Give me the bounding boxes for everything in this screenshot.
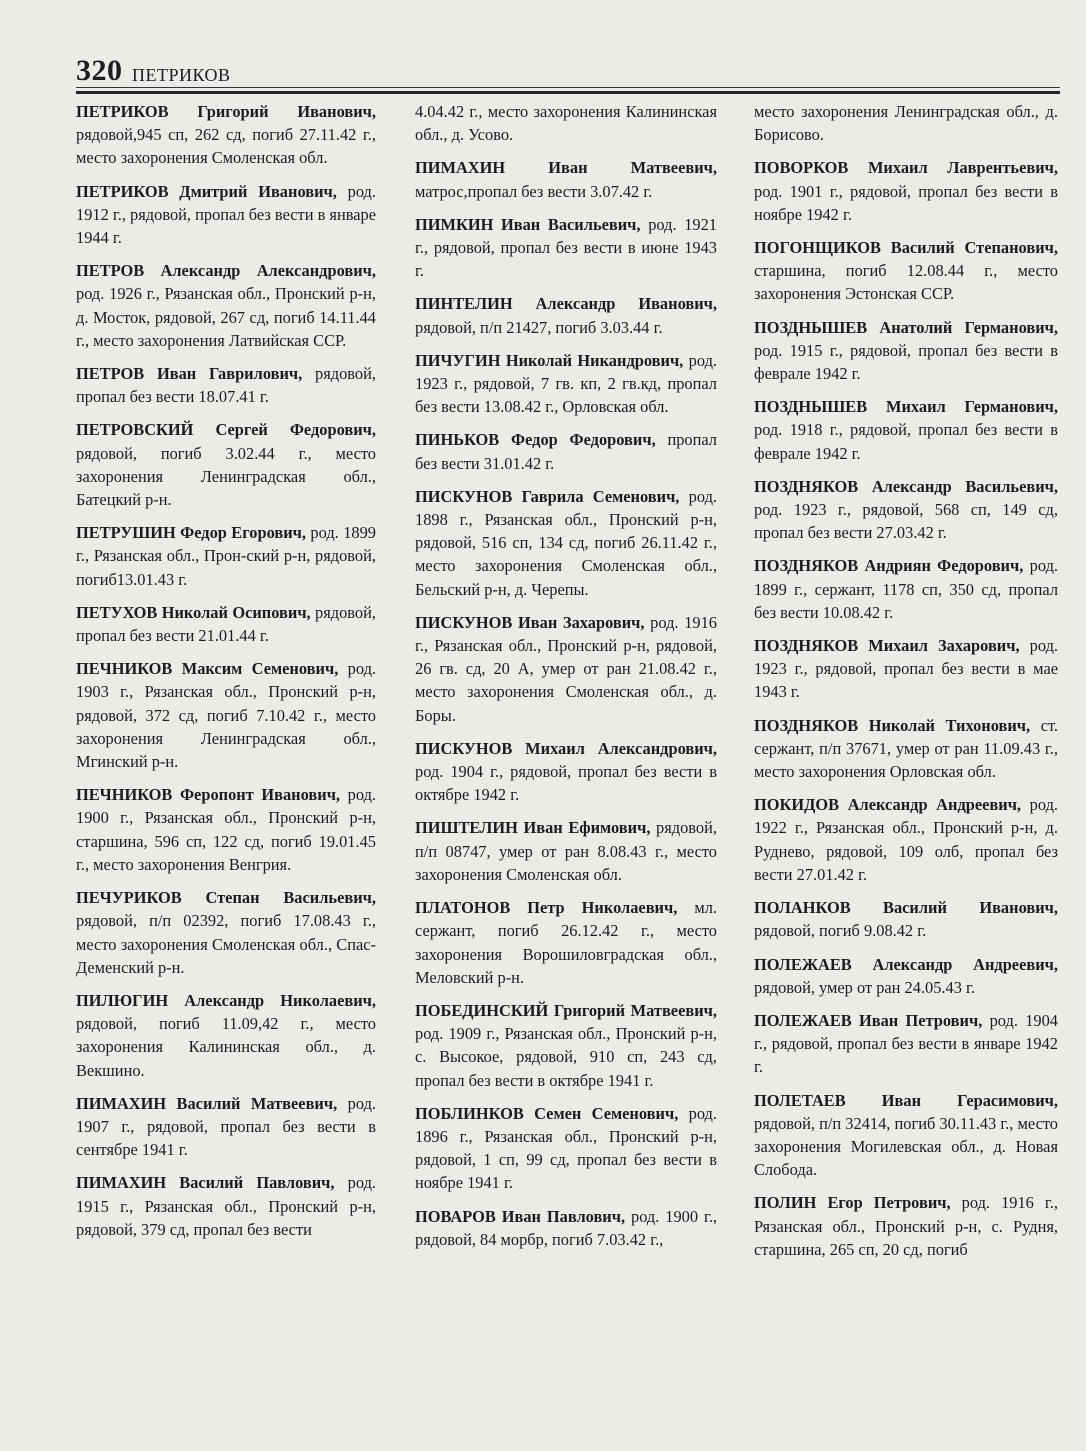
entry-name: ПОЛАНКОВ Василий Иванович, bbox=[754, 898, 1058, 918]
memorial-entry bbox=[76, 886, 376, 979]
memorial-entry bbox=[415, 999, 717, 1092]
entry-text: рядовой, погиб 3.02.44 г., место захоронения Ленинградская обл., Батецкий р-н. bbox=[76, 443, 376, 510]
entry-name: ПОЗДНЯКОВ Андриян Федорович, bbox=[754, 556, 1024, 576]
memorial-entry bbox=[76, 989, 376, 1082]
memorial-entry bbox=[76, 601, 376, 647]
memorial-entry bbox=[754, 793, 1058, 886]
memorial-entry bbox=[415, 428, 717, 474]
memorial-entry bbox=[754, 953, 1058, 999]
entry-text: род. 1923 г., рядовой, пропал без вести в мае 1943 г. bbox=[754, 636, 1059, 702]
memorial-entry bbox=[415, 156, 717, 202]
memorial-entry bbox=[415, 100, 717, 146]
memorial-entry bbox=[415, 292, 717, 338]
memorial-entry bbox=[754, 395, 1058, 465]
memorial-entry bbox=[754, 316, 1058, 386]
entry-text: род. 1923 г., рядовой, 568 сп, 149 сд, пропал без вести 27.03.42 г. bbox=[754, 500, 1058, 543]
entry-name: ПОЛИН Егор Петрович, bbox=[754, 1193, 951, 1213]
entry-name: ПИСКУНОВ Иван Захарович, bbox=[415, 612, 645, 632]
entry-name: ПЕТУХОВ Николай Осипович, bbox=[76, 602, 311, 622]
text-column-1 bbox=[76, 100, 376, 1251]
memorial-entry bbox=[754, 1009, 1058, 1079]
entry-text: род. 1916 г., Рязанская обл., Пронский р-н, с. Рудня, старшина, 265 сп, 20 сд, погиб bbox=[754, 1193, 1058, 1259]
memorial-entry bbox=[754, 554, 1058, 624]
entry-text: 4.04.42 г., место захоронения Калининская обл., д. Усово. bbox=[415, 102, 717, 145]
running-title: ПЕТРИКОВ bbox=[132, 65, 231, 85]
entry-text: ст. сержант, п/п 37671, умер от ран 11.09.43 г., место захоронения Орловская обл. bbox=[754, 715, 1059, 782]
entry-name: ПОЗДНЫШЕВ Анатолий Германович, bbox=[754, 317, 1058, 337]
memorial-entry bbox=[754, 714, 1058, 784]
entry-text: род. 1916 г., Рязанская обл., Пронский р-н, рядовой, 26 гв. сд, 20 А, умер от ран 21.08.42 г., место захоронения Смоленская обл., д. Боры. bbox=[415, 612, 717, 725]
entry-text: рядовой, умер от ран 24.05.43 г. bbox=[754, 977, 975, 997]
header-rule-thick bbox=[76, 91, 1060, 94]
entry-name: ПИМАХИН Василий Павлович, bbox=[76, 1173, 335, 1193]
entry-text: род. 1899 г., сержант, 1178 сп, 350 сд, пропал без вести 10.08.42 г. bbox=[754, 556, 1058, 622]
entry-text: рядовой, погиб 9.08.42 г. bbox=[754, 921, 927, 941]
memorial-entry bbox=[76, 783, 376, 876]
entry-text: рядовой, пропал без вести 21.01.44 г. bbox=[76, 602, 376, 646]
memorial-entry bbox=[754, 1089, 1058, 1182]
entry-name: ПИСКУНОВ Гаврила Семенович, bbox=[415, 486, 680, 506]
entry-text: матрос,пропал без вести 3.07.42 г. bbox=[415, 181, 653, 201]
memorial-entry bbox=[76, 100, 376, 170]
memorial-entry bbox=[76, 1092, 376, 1162]
entry-text: рядовой, п/п 08747, умер от ран 8.08.43 г., место захоронения Смоленская обл. bbox=[415, 818, 717, 884]
entry-name: ПЕЧНИКОВ Максим Семенович, bbox=[76, 659, 339, 679]
memorial-entry bbox=[76, 521, 376, 591]
memorial-entry bbox=[76, 657, 376, 773]
entry-name: ПИНЬКОВ Федор Федорович, bbox=[415, 430, 656, 450]
entry-text: рядовой, пропал без вести 18.07.41 г. bbox=[76, 364, 377, 407]
memorial-entry bbox=[415, 816, 717, 886]
entry-text: род. 1896 г., Рязанская обл., Пронский р-н, рядовой, 1 сп, 99 сд, пропал без вести в ноябре 1941 г. bbox=[415, 1103, 717, 1193]
memorial-entry bbox=[754, 100, 1058, 146]
entry-name: ПОЗДНЯКОВ Николай Тихонович, bbox=[754, 715, 1031, 735]
memorial-entry bbox=[754, 1191, 1058, 1261]
memorial-entry bbox=[76, 180, 376, 250]
entry-text: род. 1899 г., Рязанская обл., Прон-ский р-н, рядовой, погиб13.01.43 г. bbox=[76, 523, 376, 589]
entry-name: ПЕЧНИКОВ Феропонт Иванович, bbox=[76, 785, 341, 805]
entry-text: рядовой, п/п 21427, погиб 3.03.44 г. bbox=[415, 317, 663, 337]
memorial-entry bbox=[754, 634, 1058, 704]
entry-text: рядовой, погиб 11.09,42 г., место захоронения Калининская обл., д. Векшино. bbox=[76, 1014, 376, 1080]
entry-name: ПОВОРКОВ Михаил Лаврентьевич, bbox=[754, 158, 1058, 178]
memorial-entry bbox=[76, 362, 376, 408]
memorial-entry bbox=[415, 213, 717, 283]
entry-text: род. 1900 г., Рязанская обл., Пронский р-н, старшина, 596 сп, 122 сд, погиб 19.01.45 г., место захоронения Венгрия. bbox=[76, 785, 377, 874]
entry-name: ПИСКУНОВ Михаил Александрович, bbox=[415, 738, 717, 758]
entry-text: род. 1904 г., рядовой, пропал без вести в октябре 1942 г. bbox=[415, 762, 717, 805]
entry-name: ПОГОНЩИКОВ Василий Степанович, bbox=[754, 238, 1058, 258]
entry-name: ПЛАТОНОВ Петр Николаевич, bbox=[415, 898, 678, 918]
entry-name: ПОБЛИНКОВ Семен Семенович, bbox=[415, 1103, 679, 1123]
entry-name: ПЕТРОВ Иван Гаврилович, bbox=[76, 364, 303, 384]
memorial-entry bbox=[415, 611, 717, 727]
entry-name: ПЕТРУШИН Федор Егорович, bbox=[76, 523, 307, 543]
entry-name: ПОЛЕЖАЕВ Александр Андреевич, bbox=[754, 954, 1058, 974]
entry-text: род. 1903 г., Рязанская обл., Пронский р-н, рядовой, 372 сд, погиб 7.10.42 г., место захоронения Ленинградская обл., Мгинский р-н. bbox=[76, 659, 377, 772]
entry-text: род. 1915 г., Рязанская обл., Пронский р-н, рядовой, 379 сд, пропал без вести bbox=[76, 1173, 377, 1239]
page-header bbox=[76, 52, 1060, 88]
header-rule-thin bbox=[76, 87, 1060, 88]
memorial-entry bbox=[76, 418, 376, 511]
entry-name: ПОВАРОВ Иван Павлович, bbox=[415, 1206, 626, 1226]
memorial-entry bbox=[415, 1102, 717, 1195]
entry-text: род. 1923 г., рядовой, 7 гв. кп, 2 гв.кд, пропал без вести 13.08.42 г., Орловская обл. bbox=[415, 350, 718, 417]
entry-text: старшина, погиб 12.08.44 г., место захоронения Эстонская ССР. bbox=[754, 261, 1058, 304]
entry-name: ПИНТЕЛИН Александр Иванович, bbox=[415, 294, 717, 314]
entry-text: рядовой, п/п 32414, погиб 30.11.43 г., место захоронения Могилевская обл., д. Новая Слобода. bbox=[754, 1113, 1058, 1180]
entry-name: ПИЛЮГИН Александр Николаевич, bbox=[76, 990, 376, 1010]
memorial-entry bbox=[415, 349, 717, 419]
entry-text: род. 1909 г., Рязанская обл., Пронский р-н, с. Высокое, рядовой, 910 сп, 243 сд, пропал без вести в октябре 1941 г. bbox=[415, 1024, 717, 1090]
memorial-entry bbox=[76, 1171, 376, 1241]
entry-text: род. 1907 г., рядовой, пропал без вести в сентябре 1941 г. bbox=[76, 1093, 376, 1160]
text-column-3 bbox=[754, 100, 1058, 1271]
memorial-entry bbox=[754, 236, 1058, 306]
entry-name: ПИШТЕЛИН Иван Ефимович, bbox=[415, 818, 651, 838]
entry-text: род. 1921 г., рядовой, пропал без вести в июне 1943 г. bbox=[415, 214, 717, 281]
entry-text: род. 1900 г., рядовой, 84 морбр, погиб 7.03.42 г., bbox=[415, 1206, 718, 1249]
memorial-entry bbox=[415, 737, 717, 807]
entry-text: род. 1918 г., рядовой, пропал без вести в феврале 1942 г. bbox=[754, 420, 1058, 463]
entry-name: ПОЗДНЫШЕВ Михаил Германович, bbox=[754, 397, 1058, 417]
entry-text: мл. сержант, погиб 26.12.42 г., место захоронения Ворошиловградская обл., Меловский р-н. bbox=[415, 898, 718, 987]
entry-text: рядовой, п/п 02392, погиб 17.08.43 г., место захоронения Смоленская обл., Спас-Деменский р-н. bbox=[76, 911, 376, 977]
memorial-entry bbox=[76, 259, 376, 352]
entry-text: род. 1898 г., Рязанская обл., Пронский р-н, рядовой, 516 сп, 134 сд, погиб 26.11.42 г., место захоронения Смоленская обл., Бельский р-н, д. Черепы. bbox=[415, 486, 718, 599]
entry-name: ПЕТРОВ Александр Александрович, bbox=[76, 261, 376, 281]
entry-name: ПОЗДНЯКОВ Александр Васильевич, bbox=[754, 476, 1058, 496]
entry-text: пропал без вести 31.01.42 г. bbox=[415, 430, 717, 473]
memorial-entry bbox=[754, 896, 1058, 942]
memorial-entry bbox=[415, 1205, 717, 1251]
memorial-entry bbox=[754, 475, 1058, 545]
entry-name: ПОКИДОВ Александр Андреевич, bbox=[754, 795, 1022, 815]
memorial-entry bbox=[754, 156, 1058, 226]
entry-name: ПИМКИН Иван Васильевич, bbox=[415, 214, 641, 234]
entry-name: ПЕТРИКОВ Дмитрий Иванович, bbox=[76, 181, 337, 201]
entry-text: род. 1926 г., Рязанская обл., Пронский р-н, д. Мосток, рядовой, 267 сд, погиб 14.11.44 г., место захоронения Латвийская ССР. bbox=[76, 284, 376, 350]
entry-name: ПОЗДНЯКОВ Михаил Захарович, bbox=[754, 636, 1020, 656]
entry-text: род. 1904 г., рядовой, пропал без вести в январе 1942 г. bbox=[754, 1010, 1058, 1077]
entry-text: род. 1912 г., рядовой, пропал без вести в январе 1944 г. bbox=[76, 181, 376, 248]
memorial-entry bbox=[415, 485, 717, 601]
entry-name: ПОЛЕТАЕВ Иван Герасимович, bbox=[754, 1090, 1058, 1110]
memorial-entry bbox=[415, 896, 717, 989]
entry-text: род. 1901 г., рядовой, пропал без вести в ноябре 1942 г. bbox=[754, 181, 1058, 224]
entry-name: ПЕЧУРИКОВ Степан Васильевич, bbox=[76, 888, 376, 908]
entry-text: род. 1922 г., Рязанская обл., Пронский р-н, д. Руднево, рядовой, 109 олб, пропал без вести 27.01.42 г. bbox=[754, 795, 1059, 884]
text-column-2 bbox=[415, 100, 717, 1261]
entry-name: ПОЛЕЖАЕВ Иван Петрович, bbox=[754, 1010, 983, 1030]
entry-name: ПИЧУГИН Николай Никандрович, bbox=[415, 350, 684, 370]
entry-text: род. 1915 г., рядовой, пропал без вести в феврале 1942 г. bbox=[754, 340, 1058, 384]
entry-name: ПЕТРОВСКИЙ Сергей Федорович, bbox=[76, 420, 376, 440]
entry-name: ПЕТРИКОВ Григорий Иванович, bbox=[76, 102, 376, 121]
entry-name: ПОБЕДИНСКИЙ Григорий Матвеевич, bbox=[415, 1000, 717, 1020]
entry-text: рядовой,945 сп, 262 сд, погиб 27.11.42 г., место захоронения Смоленская обл. bbox=[76, 125, 376, 168]
page-number: 320 bbox=[76, 54, 123, 87]
entry-name: ПИМАХИН Василий Матвеевич, bbox=[76, 1093, 338, 1113]
entry-text: место захоронения Ленинградская обл., д. Борисово. bbox=[754, 102, 1058, 145]
entry-name: ПИМАХИН Иван Матвеевич, bbox=[415, 158, 717, 178]
